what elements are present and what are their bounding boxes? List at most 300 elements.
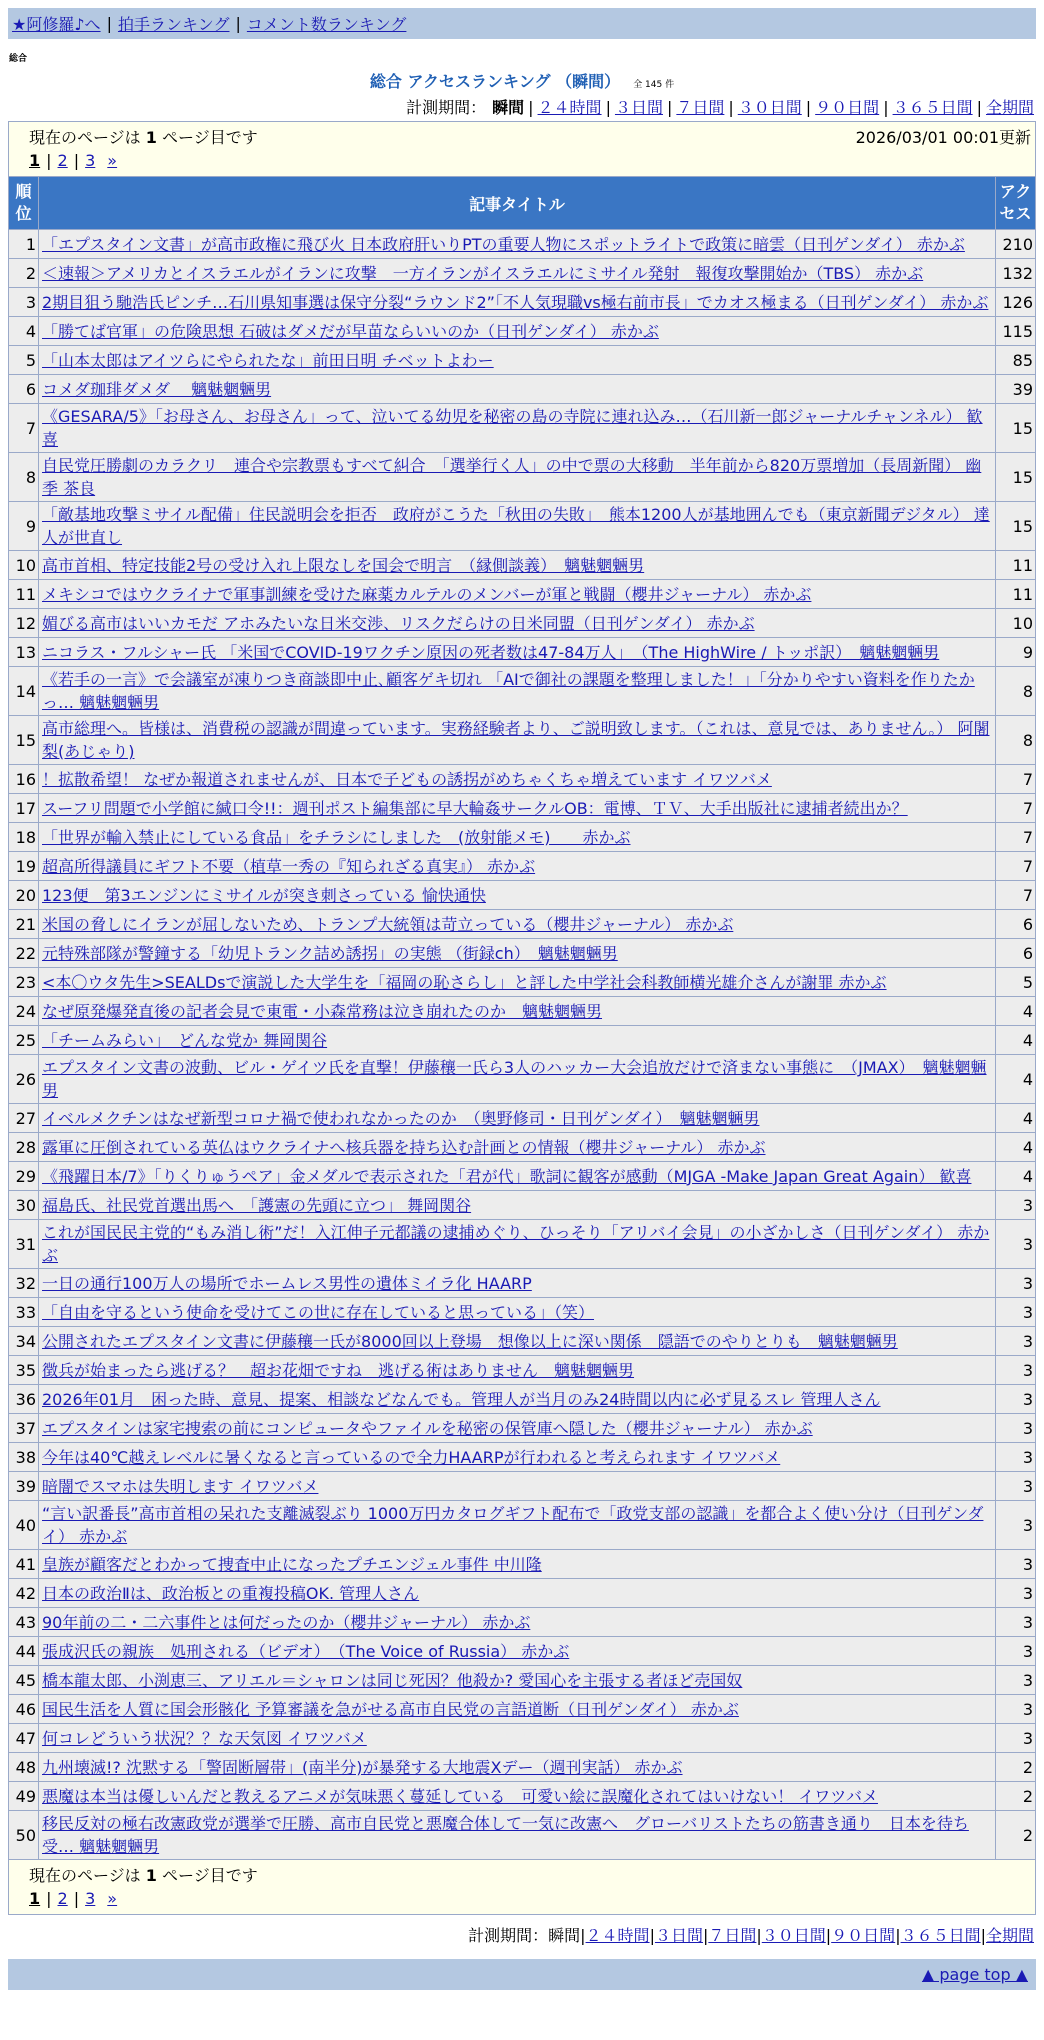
period-separator: | <box>805 98 812 117</box>
page-status: 現在のページは 1 ページ目です <box>29 1865 258 1885</box>
table-header <box>9 177 1036 230</box>
page-separator: | <box>73 150 80 170</box>
period-label: 計測期間： <box>468 1926 549 1945</box>
rank-cell: 2 <box>9 259 39 288</box>
title-cell <box>39 1055 996 1104</box>
title-cell <box>39 1385 996 1414</box>
article-link[interactable]: 徴兵が始まったら逃げる？ 超お花畑ですね 逃げる術はありません 魑魅魍魎男 <box>42 1360 635 1380</box>
article-link[interactable]: 一日の通行100万人の場所でホームレス男性の遺体ミイラ化 HAARP <box>42 1273 532 1293</box>
rank-cell: 6 <box>9 375 39 404</box>
table-row <box>9 997 1036 1026</box>
clap-ranking-link[interactable]: 拍手ランキング <box>117 15 230 34</box>
access-count-cell: 7 <box>995 881 1035 910</box>
access-count-cell: 3 <box>995 1298 1035 1327</box>
rank-cell: 19 <box>9 852 39 881</box>
rank-cell: 47 <box>9 1724 39 1753</box>
title-cell <box>39 1579 996 1608</box>
table-row <box>9 346 1036 375</box>
access-column-header: アクセス <box>995 177 1035 230</box>
access-count-cell: 11 <box>995 580 1035 609</box>
rank-cell: 37 <box>9 1414 39 1443</box>
access-count-cell: 4 <box>995 1104 1035 1133</box>
period-separator: | <box>649 1926 655 1945</box>
title-cell <box>39 910 996 939</box>
table-row <box>9 939 1036 968</box>
article-link[interactable]: 移民反対の極右改憲政党が選挙で圧勝、高市自民党と悪魔合体して一気に改憲へ グローバリストたちの筋書き通り 日本を待ち受… 魑魅魍魎男 <box>42 1814 969 1856</box>
access-count-cell: 7 <box>995 794 1035 823</box>
title-cell <box>39 1724 996 1753</box>
article-link[interactable]: 張成沢氏の親族 処刑される（ビデオ） （The Voice of Russia） 赤かぶ <box>42 1641 570 1661</box>
rank-cell: 25 <box>9 1026 39 1055</box>
table-row <box>9 716 1036 765</box>
access-count-cell: 126 <box>995 288 1035 317</box>
access-count-cell: 4 <box>995 1162 1035 1191</box>
access-count-cell: 7 <box>995 852 1035 881</box>
rank-cell: 3 <box>9 288 39 317</box>
article-link[interactable]: 高市総理へ。皆様は、消費税の認識が間違っています。実務経験者より、ご説明致します。（これは、意見では、ありません。） 阿闍梨(あじゃり) <box>42 719 990 761</box>
page-links <box>29 148 1031 172</box>
article-link[interactable]: 超高所得議員にギフト不要（植草一秀の『知られざる真実』） 赤かぶ <box>42 856 536 876</box>
article-link[interactable]: 何コレどういう状況？？な天気図 イワツバメ <box>42 1728 367 1748</box>
table-row <box>9 1298 1036 1327</box>
period-link-6[interactable]: ３６５日間 <box>900 1926 981 1945</box>
rank-cell: 43 <box>9 1608 39 1637</box>
rank-cell: 16 <box>9 765 39 794</box>
article-link[interactable]: 「敵基地攻撃ミサイル配備」住民説明会を拒否 政府がこうた「秋田の失敗」 熊本1200人が基地囲んでも（東京新聞デジタル） 達人が世直し <box>42 505 990 547</box>
article-link[interactable]: 2期目狙う馳浩氏ピンチ…石川県知事選は保守分裂“ラウンド2”「不人気現職vs極右前市長」でカオス極まる（日刊ゲンダイ） 赤かぶ <box>42 292 989 312</box>
page-separator: | <box>46 1888 52 1908</box>
access-count-cell: 2 <box>995 1782 1035 1811</box>
table-row <box>9 1550 1036 1579</box>
title-cell <box>39 1220 996 1269</box>
page-separator: | <box>46 150 52 170</box>
table-row <box>9 1724 1036 1753</box>
ranking-table <box>8 121 1036 1915</box>
table-row <box>9 1385 1036 1414</box>
period-link-3[interactable]: ７日間 <box>676 98 725 117</box>
table-row <box>9 1055 1036 1104</box>
updated-timestamp: 2026/03/01 00:01更新 <box>855 127 1031 147</box>
access-count-cell: 3 <box>995 1579 1035 1608</box>
access-count-cell: 7 <box>995 823 1035 852</box>
table-row <box>9 1472 1036 1501</box>
access-count-cell: 4 <box>995 1055 1035 1104</box>
rank-cell: 14 <box>9 667 39 716</box>
period-separator: | <box>728 98 734 117</box>
rank-cell: 29 <box>9 1162 39 1191</box>
table-row <box>9 1695 1036 1724</box>
table-row <box>9 794 1036 823</box>
title-cell <box>39 716 996 765</box>
page-link-2[interactable]: 2 <box>57 1888 68 1908</box>
title-cell <box>39 939 996 968</box>
access-count-cell: 3 <box>995 1327 1035 1356</box>
period-separator: | <box>605 98 611 117</box>
title-column-header: 記事タイトル <box>39 177 996 230</box>
access-count-cell: 3 <box>995 1356 1035 1385</box>
rank-cell: 12 <box>9 609 39 638</box>
title-cell <box>39 1695 996 1724</box>
title-cell <box>39 1550 996 1579</box>
rank-column-header: 順位 <box>9 177 39 230</box>
title-cell <box>39 502 996 551</box>
title-cell <box>39 1104 996 1133</box>
table-row <box>9 1782 1036 1811</box>
rank-cell: 1 <box>9 230 39 259</box>
article-link[interactable]: 高市首相、特定技能2号の受け入れ上限なしを国会で明言 （縁側談義） 魑魅魍魎男 <box>42 555 645 575</box>
period-separator: | <box>756 1926 762 1945</box>
comment-ranking-link[interactable]: コメント数ランキング <box>246 15 407 34</box>
page-link-3[interactable]: 3 <box>85 1888 96 1908</box>
title-cell <box>39 317 996 346</box>
period-selector-bottom <box>0 1923 1034 1947</box>
table-row <box>9 317 1036 346</box>
access-count-cell: 10 <box>995 609 1035 638</box>
table-row <box>9 852 1036 881</box>
current-page-number: 1 <box>145 127 157 147</box>
period-separator: | <box>825 1926 832 1945</box>
article-link[interactable]: イベルメクチンはなぜ新型コロナ禍で使われなかったのか （奥野修司・日刊ゲンダイ） 魑魅魍魎男 <box>42 1108 760 1128</box>
period-current: 瞬間 <box>492 98 525 117</box>
rank-cell: 30 <box>9 1191 39 1220</box>
article-link[interactable]: 《若手の一言》で会議室が凍りつき商談即中止､顧客ゲキ切れ 「AIで御社の課題を整理しました！」｢分かりやすい資料を作りたかっ… 魑魅魍魎男 <box>42 670 975 712</box>
access-count-cell: 15 <box>995 502 1035 551</box>
page-link-current: 1 <box>29 1888 41 1908</box>
table-row <box>9 375 1036 404</box>
pager-bottom <box>9 1860 1036 1915</box>
article-link[interactable]: 公開されたエプスタイン文書に伊藤穰一氏が8000回以上登場 想像以上に深い関係 隠語でのやりとりも 魑魅魍魎男 <box>42 1331 898 1351</box>
rank-cell: 8 <box>9 453 39 502</box>
article-link[interactable]: 暗闇でスマホは失明します イワツバメ <box>42 1476 319 1496</box>
title-cell <box>39 881 996 910</box>
title-cell <box>39 1782 996 1811</box>
table-row <box>9 502 1036 551</box>
title-cell <box>39 1133 996 1162</box>
access-count-cell: 4 <box>995 1133 1035 1162</box>
title-cell <box>39 1637 996 1666</box>
rank-cell: 9 <box>9 502 39 551</box>
rank-cell: 44 <box>9 1637 39 1666</box>
article-link[interactable]: 元特殊部隊が警鐘する「幼児トランク詰め誘拐」の実態 （街録ch） 魑魅魍魎男 <box>42 943 618 963</box>
period-separator: | <box>666 98 673 117</box>
rank-cell: 17 <box>9 794 39 823</box>
title-cell <box>39 1162 996 1191</box>
rank-cell: 10 <box>9 551 39 580</box>
period-separator: | <box>895 1926 901 1945</box>
rank-cell: 45 <box>9 1666 39 1695</box>
article-link[interactable]: ニコラス・フルシャー氏 「米国でCOVID-19ワクチン原因の死者数は47-84万人」 （The HighWire / トッポ訳） 魑魅魍魎男 <box>42 642 940 662</box>
table-row <box>9 1579 1036 1608</box>
article-link[interactable]: なぜ原発爆発直後の記者会見で東電・小森常務は泣き崩れたのか 魑魅魍魎男 <box>42 1001 603 1021</box>
article-link[interactable]: 今年は40℃越えレベルに暑くなると言っているので全力HAARPが行われると考えられます イワツバメ <box>42 1447 781 1467</box>
rank-cell: 23 <box>9 968 39 997</box>
title-cell <box>39 551 996 580</box>
article-link[interactable]: 123便 第3エンジンにミサイルが突き刺さっている 愉快通快 <box>42 885 486 905</box>
current-page-number: 1 <box>145 1865 157 1885</box>
article-link[interactable]: コメダ珈琲ダメダ 魑魅魍魎男 <box>42 379 272 399</box>
access-count-cell: 3 <box>995 1666 1035 1695</box>
access-count-cell: 8 <box>995 716 1035 765</box>
article-link[interactable]: メキシコではウクライナで軍事訓練を受けた麻薬カルテルのメンバーが軍と戦闘（櫻井ジャーナル） 赤かぶ <box>42 584 812 604</box>
period-label: 計測期間： <box>406 98 487 117</box>
table-row <box>9 1637 1036 1666</box>
period-selector-top <box>0 95 1034 119</box>
period-link-5[interactable]: ９０日間 <box>815 98 880 117</box>
page-separator: | <box>73 1888 80 1908</box>
page-top-link[interactable]: ▲ page top ▲ <box>921 1965 1028 1984</box>
title-cell <box>39 346 996 375</box>
rank-cell: 48 <box>9 1753 39 1782</box>
access-count-cell: 3 <box>995 1608 1035 1637</box>
table-row <box>9 404 1036 453</box>
table-row <box>9 259 1036 288</box>
next-page-link[interactable]: » <box>107 1888 118 1908</box>
article-link[interactable]: 悪魔は本当は優しいんだと教えるアニメが気味悪く蔓延している 可愛い絵に誤魔化されてはいけない！ イワツバメ <box>42 1786 878 1806</box>
article-link[interactable]: これが国民民主党的“もみ消し術”だ！入江伸子元都議の逮捕めぐり、ひっそり「アリバイ会見」の小ざかしさ（日刊ゲンダイ） 赤かぶ <box>42 1223 990 1265</box>
rank-cell: 20 <box>9 881 39 910</box>
title-cell <box>39 852 996 881</box>
home-link[interactable]: ★阿修羅♪へ <box>12 15 101 34</box>
access-count-cell: 210 <box>995 230 1035 259</box>
article-link[interactable]: 米国の脅しにイランが屈しないため、トランプ大統領は苛立っている（櫻井ジャーナル） 赤かぶ <box>42 914 734 934</box>
table-row <box>9 667 1036 716</box>
period-link-4[interactable]: ３０日間 <box>737 98 802 117</box>
period-link-7[interactable]: 全期間 <box>985 98 1034 117</box>
rank-cell: 49 <box>9 1782 39 1811</box>
table-row <box>9 1220 1036 1269</box>
article-link[interactable]: エプスタインは家宅捜索の前にコンピュータやファイルを秘密の保管庫へ隠した（櫻井ジャーナル） 赤かぶ <box>42 1418 813 1438</box>
table-row <box>9 1026 1036 1055</box>
title-cell <box>39 375 996 404</box>
title-cell <box>39 638 996 667</box>
title-cell <box>39 1414 996 1443</box>
table-row <box>9 1501 1036 1550</box>
table-row <box>9 1162 1036 1191</box>
article-link[interactable]: 《飛躍日本/7》「りくりゅうペア」金メダルで表示された「君が代」歌詞に観客が感動（MJGA -Make Japan Great Again） 歓喜 <box>42 1166 972 1186</box>
article-link[interactable]: 自民党圧勝劇のカラクリ 連合や宗教票もすべて糾合 「選挙行く人」の中で票の大移動 半年前から820万票増加（長周新聞） 幽季 茶良 <box>42 456 982 498</box>
access-count-cell: 4 <box>995 997 1035 1026</box>
rank-cell: 38 <box>9 1443 39 1472</box>
rank-cell: 7 <box>9 404 39 453</box>
table-row <box>9 1191 1036 1220</box>
access-count-cell: 85 <box>995 346 1035 375</box>
article-link[interactable]: 「勝てば官軍」の危険思想 石破はダメだが早苗ならいいのか（日刊ゲンダイ） 赤かぶ <box>42 321 659 341</box>
period-link-2[interactable]: ３日間 <box>614 98 663 117</box>
article-link[interactable]: <本〇ウタ先生>SEALDsで演説した大学生を「福岡の恥さらし」と評した中学社会科教師横光雄介さんが謝罪 赤かぶ <box>42 972 887 992</box>
rank-cell: 50 <box>9 1811 39 1860</box>
title-cell <box>39 404 996 453</box>
period-separator: | <box>976 98 982 117</box>
access-count-cell: 2 <box>995 1753 1035 1782</box>
article-link[interactable]: 《GESARA/5》「お母さん、お母さん」って、泣いてる幼児を秘密の島の寺院に連れ込み…（石川新一郎ジャーナルチャンネル） 歓喜 <box>42 407 983 449</box>
nav-separator: | <box>106 14 112 33</box>
access-count-cell: 6 <box>995 939 1035 968</box>
table-row <box>9 453 1036 502</box>
table-row <box>9 1104 1036 1133</box>
title-cell <box>39 1443 996 1472</box>
rank-cell: 42 <box>9 1579 39 1608</box>
rank-cell: 22 <box>9 939 39 968</box>
period-separator: | <box>528 98 534 117</box>
period-link-2[interactable]: ３日間 <box>654 1926 703 1945</box>
pager-top <box>9 122 1036 177</box>
title-cell <box>39 230 996 259</box>
article-link[interactable]: ＜速報＞アメリカとイスラエルがイランに攻撃 一方イランがイスラエルにミサイル発射 報復攻撃開始か（TBS） 赤かぶ <box>42 263 924 283</box>
access-count-cell: 4 <box>995 1026 1035 1055</box>
period-separator: | <box>702 1926 709 1945</box>
rank-cell: 34 <box>9 1327 39 1356</box>
title-cell <box>39 1472 996 1501</box>
title-cell <box>39 1666 996 1695</box>
access-count-cell: 9 <box>995 638 1035 667</box>
access-count-cell: 3 <box>995 1501 1035 1550</box>
title-cell <box>39 997 996 1026</box>
access-count-cell: 15 <box>995 404 1035 453</box>
rank-cell: 36 <box>9 1385 39 1414</box>
next-page-link[interactable]: » <box>107 150 118 170</box>
article-link[interactable]: 「山本太郎はアイツらにやられたな」前田日明 チベットよわー <box>42 350 494 370</box>
rank-cell: 15 <box>9 716 39 765</box>
access-count-cell: 3 <box>995 1385 1035 1414</box>
article-link[interactable]: 媚びる高市はいいカモだ アホみたいな日米交渉、リスクだらけの日米同盟（日刊ゲンダイ） 赤かぶ <box>42 613 755 633</box>
table-row <box>9 1327 1036 1356</box>
page-status: 現在のページは 1 ページ目です <box>29 127 258 147</box>
title-cell <box>39 1327 996 1356</box>
rank-cell: 13 <box>9 638 39 667</box>
access-count-cell: 3 <box>995 1472 1035 1501</box>
rank-cell: 21 <box>9 910 39 939</box>
table-row <box>9 288 1036 317</box>
article-link[interactable]: ！拡散希望！ なぜか報道されませんが、日本で子どもの誘拐がめちゃくちゃ増えています イワツバメ <box>42 769 772 789</box>
access-count-cell: 2 <box>995 1811 1035 1860</box>
period-link-3[interactable]: ７日間 <box>708 1926 757 1945</box>
access-count-cell: 3 <box>995 1724 1035 1753</box>
rank-cell: 40 <box>9 1501 39 1550</box>
article-link[interactable]: “言い訳番長”高市首相の呆れた支離滅裂ぶり 1000万円カタログギフト配布で「政党支部の認識」を都合よく使い分け（日刊ゲンダイ） 赤かぶ <box>42 1504 984 1546</box>
title-cell <box>39 1356 996 1385</box>
article-link[interactable]: 2026年01月 困った時、意見、提案、相談などなんでも。管理人が当月のみ24時間以内に必ず見るスレ 管理人さん <box>42 1389 881 1409</box>
period-separator: | <box>580 1926 586 1945</box>
title-cell <box>39 580 996 609</box>
period-link-1[interactable]: ２４時間 <box>537 98 602 117</box>
rank-cell: 28 <box>9 1133 39 1162</box>
title-cell <box>39 1501 996 1550</box>
access-count-cell: 7 <box>995 765 1035 794</box>
title-cell <box>39 1753 996 1782</box>
article-link[interactable]: 日本の政治Ⅱは、政治板との重複投稿OK. 管理人さん <box>42 1583 420 1603</box>
table-row <box>9 1356 1036 1385</box>
title-cell <box>39 1269 996 1298</box>
title-cell <box>39 288 996 317</box>
footer-bar <box>8 1959 1036 1990</box>
title-cell <box>39 1608 996 1637</box>
access-count-cell: 3 <box>995 1269 1035 1298</box>
title-cell <box>39 1298 996 1327</box>
period-link-1[interactable]: ２４時間 <box>585 1926 650 1945</box>
table-row <box>9 551 1036 580</box>
period-link-7[interactable]: 全期間 <box>985 1926 1034 1945</box>
item-count: 全 145 件 <box>633 80 675 90</box>
article-link[interactable]: 90年前の二・二六事件とは何だったのか（櫻井ジャーナル） 赤かぶ <box>42 1612 531 1632</box>
article-link[interactable]: エプスタイン文書の波動、ビル・ゲイツ氏を直撃！伊藤穰一氏ら3人のハッカー大会追放だけで済まない事態に （JMAX） 魑魅魍魎男 <box>42 1058 987 1100</box>
article-link[interactable]: スーフリ問題で小学館に緘口令!!：週刊ポスト編集部に早大輪姦サークルOB：電博、ＴＶ、大手出版社に逮捕者続出か？ <box>42 798 908 818</box>
rank-cell: 24 <box>9 997 39 1026</box>
article-link[interactable]: 国民生活を人質に国会形骸化 予算審議を急がせる高市自民党の言語道断（日刊ゲンダイ） 赤かぶ <box>42 1699 739 1719</box>
title-cell <box>39 823 996 852</box>
access-count-cell: 3 <box>995 1220 1035 1269</box>
title-cell <box>39 667 996 716</box>
access-count-cell: 11 <box>995 551 1035 580</box>
rank-cell: 26 <box>9 1055 39 1104</box>
period-link-6[interactable]: ３６５日間 <box>892 98 973 117</box>
period-link-4[interactable]: ３０日間 <box>761 1926 826 1945</box>
rank-cell: 4 <box>9 317 39 346</box>
access-count-cell: 3 <box>995 1695 1035 1724</box>
title-line <box>0 69 1044 93</box>
table-row <box>9 1133 1036 1162</box>
access-count-cell: 3 <box>995 1637 1035 1666</box>
rank-cell: 27 <box>9 1104 39 1133</box>
table-row <box>9 1269 1036 1298</box>
title-cell <box>39 1811 996 1860</box>
article-link[interactable]: 露軍に圧倒されている英仏はウクライナへ核兵器を持ち込む計画との情報（櫻井ジャーナル） 赤かぶ <box>42 1137 766 1157</box>
rank-cell: 35 <box>9 1356 39 1385</box>
page-title: 総合 アクセスランキング （瞬間） <box>369 72 621 91</box>
access-count-cell: 39 <box>995 375 1035 404</box>
table-row <box>9 910 1036 939</box>
title-cell <box>39 1191 996 1220</box>
access-count-cell: 132 <box>995 259 1035 288</box>
rank-cell: 5 <box>9 346 39 375</box>
table-row <box>9 1414 1036 1443</box>
title-cell <box>39 968 996 997</box>
title-cell <box>39 259 996 288</box>
article-link[interactable]: 「エプスタイン文書」が高市政権に飛び火 日本政府肝いりPTの重要人物にスポットライトで政策に暗雲（日刊ゲンダイ） 赤かぶ <box>42 234 965 254</box>
table-row <box>9 1443 1036 1472</box>
article-link[interactable]: 橋本龍太郎、小渕恵三、アリエル＝シャロンは同じ死因？他殺か? 愛国心を主張する者ほど売国奴 <box>42 1670 743 1690</box>
table-row <box>9 580 1036 609</box>
access-count-cell: 15 <box>995 453 1035 502</box>
article-link[interactable]: 九州壊滅!? 沈黙する「警固断層帯」(南半分)が暴発する大地震Xデー（週刊実話） 赤かぶ <box>42 1757 683 1777</box>
page-link-2[interactable]: 2 <box>57 150 68 170</box>
title-cell <box>39 794 996 823</box>
table-row <box>9 609 1036 638</box>
article-link[interactable]: 「世界が輸入禁止にしている食品」をチラシにしました (放射能メモ) 赤かぶ <box>42 827 631 847</box>
table-row <box>9 230 1036 259</box>
page-link-current: 1 <box>29 150 41 170</box>
category-label: 総合 <box>9 54 28 64</box>
period-current: 瞬間 <box>548 1926 581 1945</box>
table-row <box>9 1666 1036 1695</box>
table-row <box>9 638 1036 667</box>
access-count-cell: 3 <box>995 1550 1035 1579</box>
table-row <box>9 968 1036 997</box>
nav-separator: | <box>235 14 241 33</box>
rank-cell: 46 <box>9 1695 39 1724</box>
rank-cell: 41 <box>9 1550 39 1579</box>
title-cell <box>39 1026 996 1055</box>
access-count-cell: 3 <box>995 1414 1035 1443</box>
article-link[interactable]: 福島氏、社民党首選出馬へ 「護憲の先頭に立つ」 舞岡関谷 <box>42 1195 472 1215</box>
access-count-cell: 8 <box>995 667 1035 716</box>
page-link-3[interactable]: 3 <box>85 150 96 170</box>
article-link[interactable]: 皇族が顧客だとわかって捜査中止になったプチエンジェル事件 中川隆 <box>42 1554 542 1574</box>
article-link[interactable]: 「チームみらい」 どんな党か 舞岡関谷 <box>42 1030 328 1050</box>
period-link-5[interactable]: ９０日間 <box>831 1926 896 1945</box>
table-row <box>9 1811 1036 1860</box>
page-links <box>29 1886 1031 1910</box>
article-link[interactable]: 「自由を守るという使命を受けてこの世に存在していると思っている」（笑） <box>42 1302 595 1322</box>
